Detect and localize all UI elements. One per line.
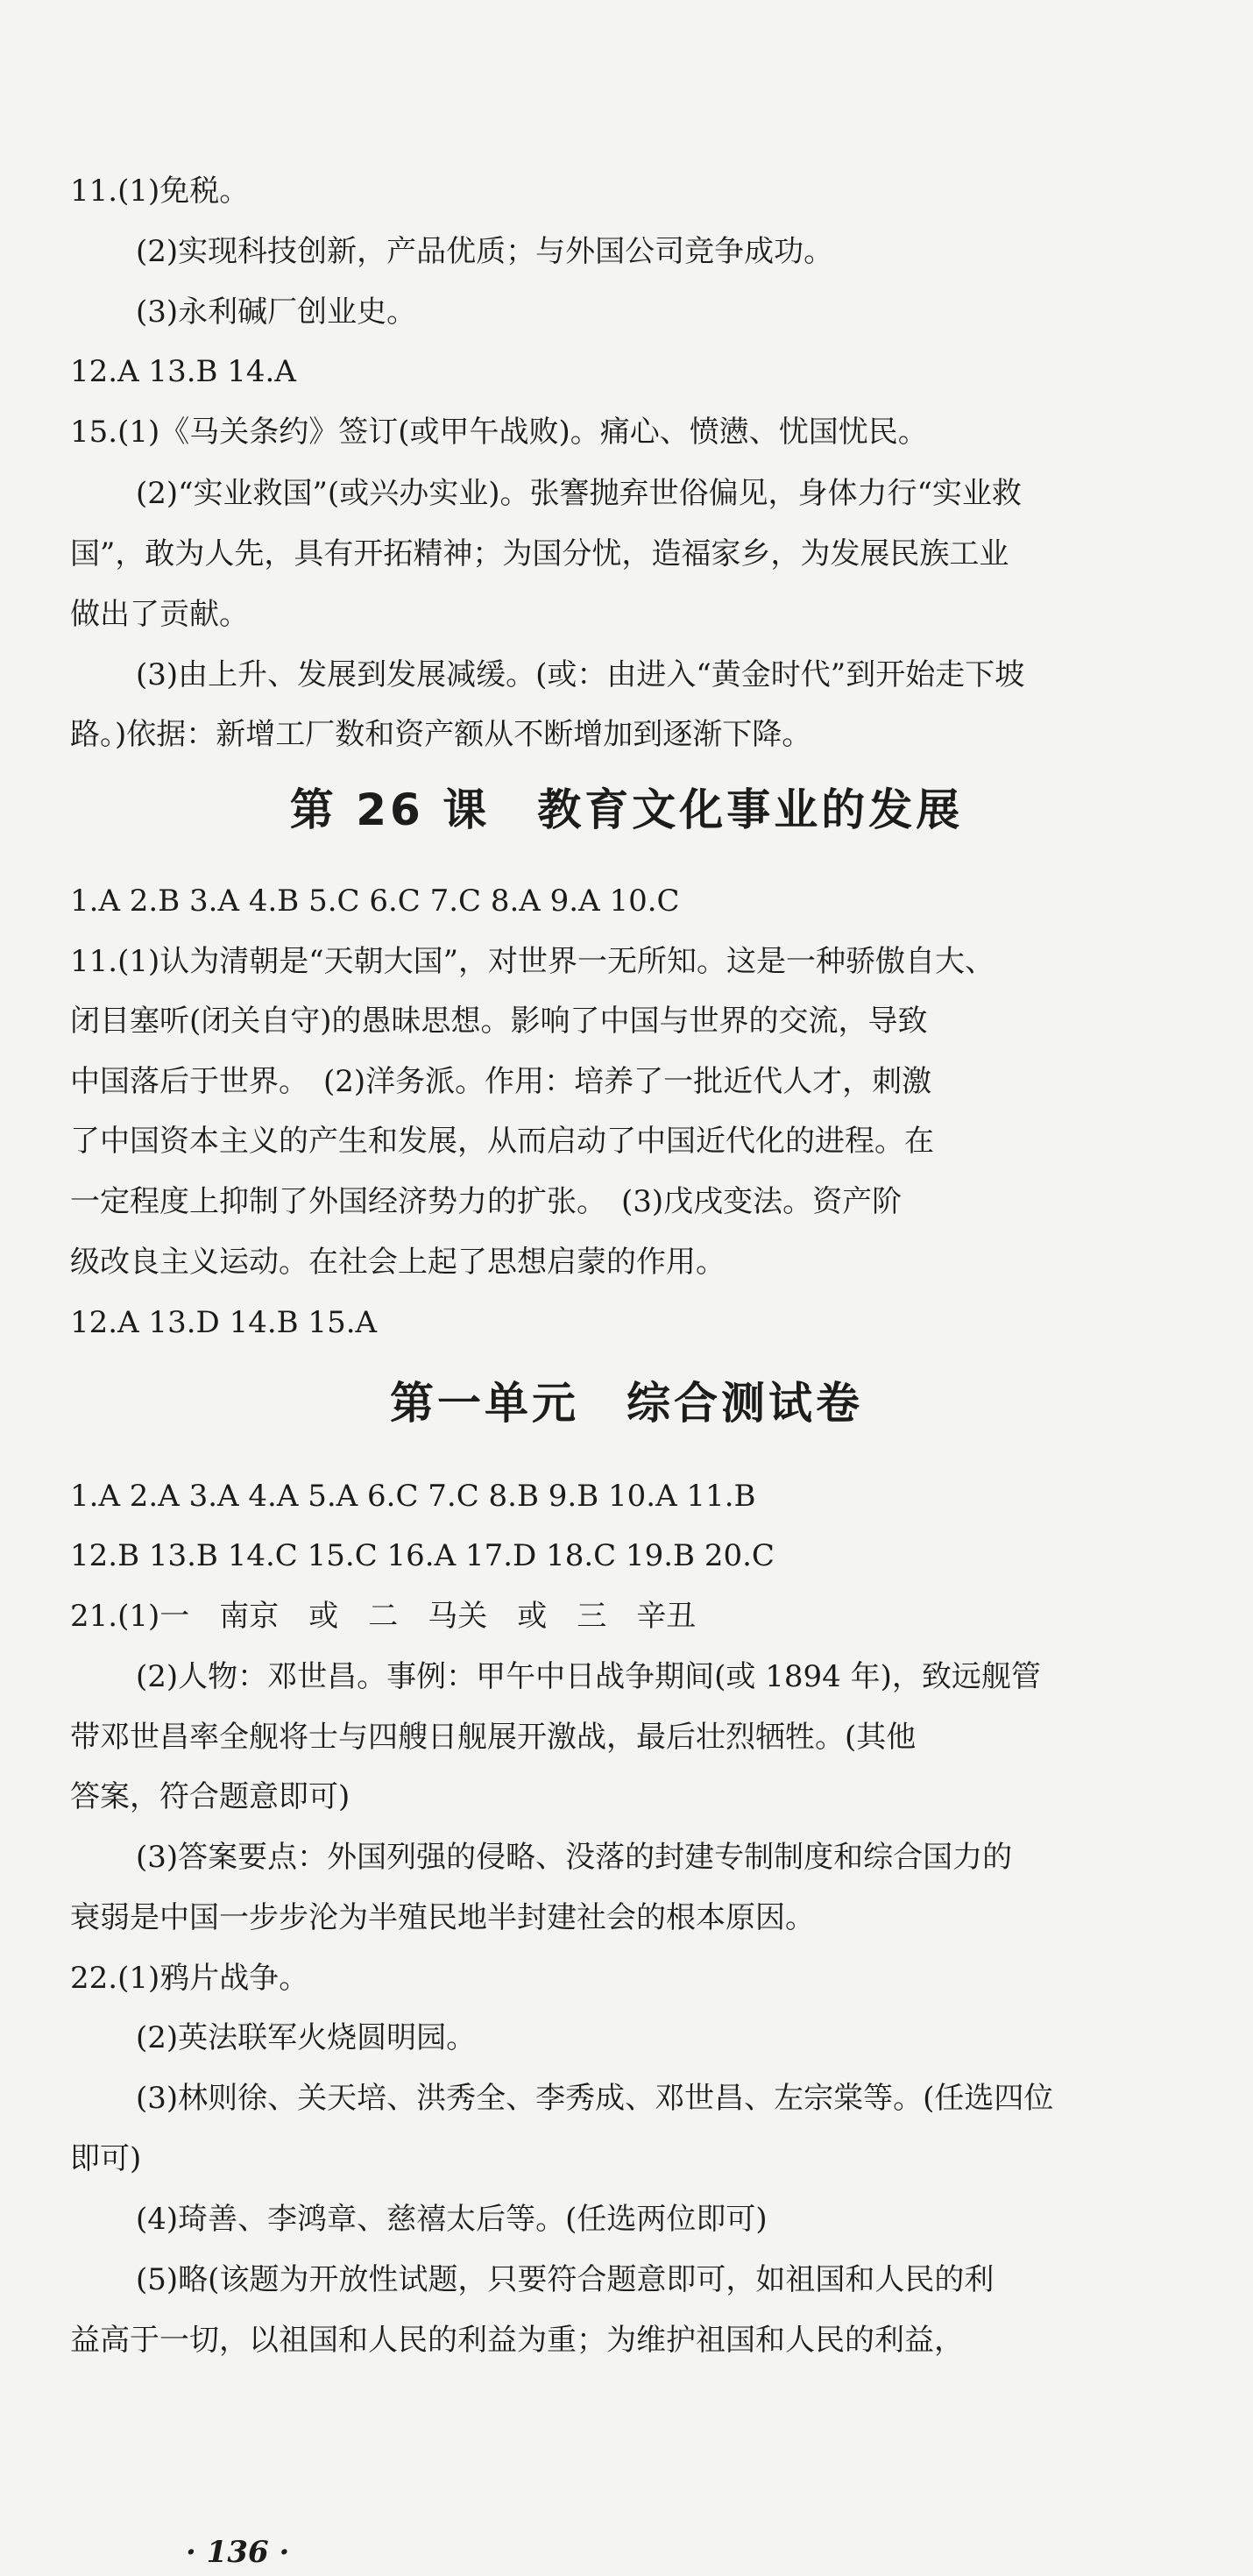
text-line: (3)林则徐、关天培、洪秀全、李秀成、邓世昌、左宗棠等。(任选四位	[136, 2081, 1054, 2116]
text-line: 21.(1)一 南京 或 二 马关 或 三 辛丑	[70, 1599, 697, 1634]
text-line: 做出了贡献。	[70, 597, 249, 632]
section-title: 第 26 课 教育文化事业的发展	[289, 784, 964, 835]
text-line: 即可)	[70, 2141, 142, 2176]
text-line: 15.(1)《马关条约》签订(或甲午战败)。痛心、愤懑、忧国忧民。	[70, 415, 928, 450]
page-number: · 136 ·	[186, 2535, 290, 2570]
text-line: 一定程度上抑制了外国经济势力的扩张。 (3)戊戌变法。资产阶	[70, 1184, 903, 1219]
text-line: 1.A 2.B 3.A 4.B 5.C 6.C 7.C 8.A 9.A 10.C	[70, 884, 680, 919]
text-line: 衰弱是中国一步步沦为半殖民地半封建社会的根本原因。	[70, 1900, 815, 1935]
text-line: (5)略(该题为开放性试题，只要符合题意即可，如祖国和人民的利	[136, 2262, 995, 2297]
text-line: 1.A 2.A 3.A 4.A 5.A 6.C 7.C 8.B 9.B 10.A 11.B	[70, 1479, 756, 1514]
text-line: (3)由上升、发展到发展减缓。(或：由进入“黄金时代”到开始走下坡	[136, 657, 1025, 692]
text-line: 带邓世昌率全舰将士与四艘日舰展开激战，最后壮烈牺牲。(其他	[70, 1720, 917, 1755]
text-line: 12.B 13.B 14.C 15.C 16.A 17.D 18.C 19.B 20.C	[70, 1538, 775, 1573]
text-line: 11.(1)认为清朝是“天朝大国”，对世界一无所知。这是一种骄傲自大、	[70, 944, 995, 979]
section-title: 第一单元 综合测试卷	[390, 1378, 863, 1429]
text-line: (2)人物：邓世昌。事例：甲午中日战争期间(或 1894 年)，致远舰管	[136, 1659, 1041, 1694]
text-line: 中国落后于世界。 (2)洋务派。作用：培养了一批近代人才，刺激	[70, 1064, 932, 1099]
text-line: (3)永利碱厂创业史。	[136, 295, 417, 330]
text-line: (2)英法联军火烧圆明园。	[136, 2020, 477, 2055]
text-line: 级改良主义运动。在社会上起了思想启蒙的作用。	[70, 1245, 726, 1280]
text-line: 益高于一切，以祖国和人民的利益为重；为维护祖国和人民的利益，	[70, 2323, 964, 2358]
text-line: 答案，符合题意即可)	[70, 1779, 350, 1814]
text-line: 闭目塞听(闭关自守)的愚昧思想。影响了中国与世界的交流，导致	[70, 1004, 928, 1039]
text-line: 路。)依据：新增工厂数和资产额从不断增加到逐渐下降。	[70, 717, 812, 752]
text-line: (2)实现科技创新，产品优质；与外国公司竞争成功。	[136, 234, 834, 269]
text-line: (3)答案要点：外国列强的侵略、没落的封建专制制度和综合国力的	[136, 1840, 1013, 1875]
text-line: 了中国资本主义的产生和发展，从而启动了中国近代化的进程。在	[70, 1124, 934, 1159]
text-line: 11.(1)免税。	[70, 174, 250, 209]
text-line: 12.A 13.B 14.A	[70, 354, 296, 389]
text-line: 国”，敢为人先，具有开拓精神；为国分忧，造福家乡，为发展民族工业	[70, 536, 1009, 571]
text-line: (2)“实业救国”(或兴办实业)。张謇抛弃世俗偏见，身体力行“实业救	[136, 476, 1022, 511]
text-line: (4)琦善、李鸿章、慈禧太后等。(任选两位即可)	[136, 2202, 768, 2237]
text-line: 12.A 13.D 14.B 15.A	[70, 1305, 378, 1340]
text-line: 22.(1)鸦片战争。	[70, 1961, 309, 1996]
